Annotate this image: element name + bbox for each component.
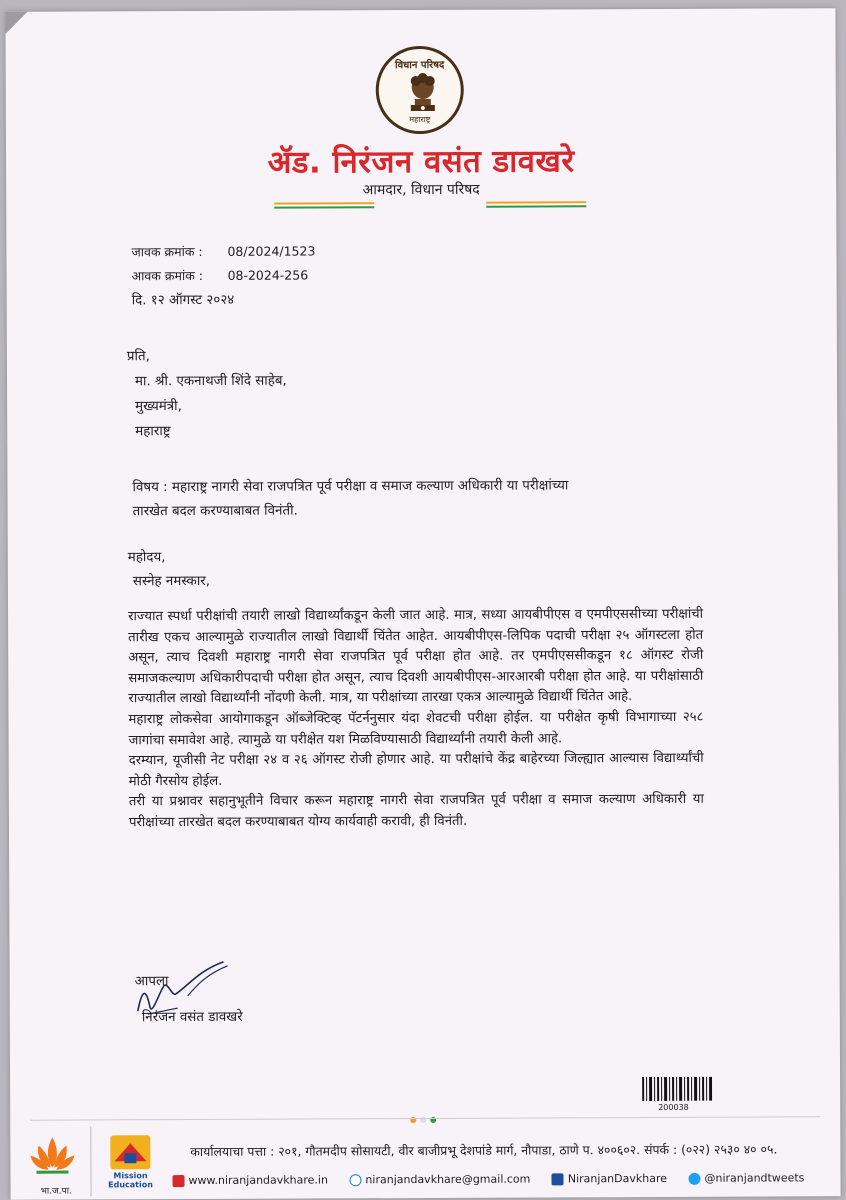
website-link[interactable] bbox=[172, 1173, 327, 1187]
closing-yours: आपला bbox=[134, 974, 169, 990]
email-link[interactable] bbox=[349, 1172, 530, 1186]
barcode-number: 200038 bbox=[658, 1102, 689, 1112]
tricolor-line-right bbox=[486, 201, 586, 207]
email-text: niranjandavkhare@gmail.com bbox=[365, 1172, 531, 1186]
body-paragraph-3: दरम्यान, यूजीसी नेट परीक्षा २४ व २६ ऑगस्ट रोजी होणार आहे. या परीक्षांचे केंद्र बाहेरच्या जिल्ह्यात आल्यास विद्यार्थ्यांची मोठी गैरसोय होईल. bbox=[128, 750, 704, 790]
bjp-short-name: भा.ज.पा. bbox=[40, 1186, 72, 1197]
recipient-state: महाराष्ट्र bbox=[135, 424, 171, 440]
outgoing-number-label: जावक क्रमांक : bbox=[131, 243, 203, 260]
letter-body bbox=[128, 605, 704, 834]
facebook-text: NiranjanDavkhare bbox=[567, 1171, 668, 1185]
recipient-to: प्रति, bbox=[126, 349, 150, 365]
ashoka-emblem-icon bbox=[403, 69, 443, 115]
barcode-icon bbox=[642, 1077, 712, 1101]
outgoing-number-row bbox=[131, 242, 315, 260]
outgoing-number-value: 08/2024/1523 bbox=[227, 243, 316, 259]
body-paragraph-1: राज्यात स्पर्धा परीक्षांची तयारी लाखो विद्यार्थ्यांकडून केली जात आहे. मात्र, सध्या आयबीपीएस व एमपीएससीच्या परीक्षांची तारीख एकच आल्यामुळे राज्यातील लाखो विद्यार्थी चिंतेत आहेत. आयबीपीएस-लिपिक पदाची परीक्षा २५ ऑगस्टला होत असून, त्याच दिवशी महाराष्ट्र नागरी सेवा राजपत्रित पूर्व परीक्षा होत आहे. तर एमपीएससीकडून १८ ऑगस्ट रोजी समाजकल्याण अधिकारीपदाची परीक्षा होत असून, त्याच दिवशी आयबीपीएस-आरआरबी परीक्षा होत आहे. या परीक्षांसाठी राज्यातील लाखो विद्यार्थ्यांनी नोंदणी केली. मात्र, या परीक्षांच्या तारखा एकत्र आल्यामुळे विद्यार्थी चिंतेत आहे. bbox=[128, 606, 704, 707]
incoming-number-label: आवक क्रमांक : bbox=[131, 267, 204, 284]
footer-vertical-divider bbox=[90, 1126, 91, 1196]
subject-line-1: विषय : महाराष्ट्र नागरी सेवा राजपत्रित पूर्व परीक्षा व समाज कल्याण अधिकारी या परीक्षांच्या bbox=[132, 478, 569, 496]
web-icon bbox=[172, 1175, 184, 1187]
corner-shadow bbox=[5, 12, 27, 34]
letter-sheet bbox=[5, 8, 840, 1200]
mission-education-text: Mission Education bbox=[108, 1171, 153, 1190]
salutation-sir: महोदय, bbox=[127, 550, 166, 566]
body-paragraph-2: महाराष्ट्र लोकसेवा आयोगाकडून ऑब्जेक्टिव्ह पॅटर्ननुसार यंदा शेवटची परीक्षा होईल. या परीक्षेत कृषी विभागाच्या २५८ जागांचा समावेश आहे. त्यामुळे या परीक्षेत यश मिळविण्यासाठी विद्यार्थ्यांनी तयारी केली आहे. bbox=[128, 709, 704, 748]
office-address: कार्यालयाचा पत्ता : २०१, गौतमदीप सोसायटी, वीर बाजीप्रभू देशपांडे मार्ग, नौपाडा, ठाणे प. ४००६०२. संपर्क : (०२२) २५३० ४० ०५. bbox=[190, 1141, 778, 1160]
letterhead-name: ॲड. निरंजन वसंत डावखरे bbox=[267, 143, 575, 181]
signatory-name: निरंजन वसंत डावखरे bbox=[141, 1009, 243, 1026]
body-paragraph-4: तरी या प्रश्नावर सहानुभूतीने विचार करून महाराष्ट्र नागरी सेवा राजपत्रित पूर्व परीक्षा व समाज कल्याण अधिकारी या परीक्षांच्या तारखेत बदल करण्याबाबत योग्य कार्यवाही करावी, ही विनंती. bbox=[128, 792, 704, 831]
facebook-link[interactable] bbox=[552, 1171, 667, 1185]
bjp-lotus-logo-icon bbox=[28, 1134, 76, 1180]
legislative-council-seal bbox=[376, 46, 464, 134]
incoming-number-row bbox=[132, 266, 309, 284]
incoming-number-value: 08-2024-256 bbox=[227, 267, 309, 283]
twitter-icon bbox=[688, 1172, 700, 1184]
facebook-icon bbox=[552, 1173, 564, 1185]
letterhead-designation: आमदार, विधान परिषद bbox=[362, 181, 480, 199]
recipient-name: मा. श्री. एकनाथजी शिंदे साहेब, bbox=[134, 373, 287, 390]
twitter-link[interactable] bbox=[688, 1171, 804, 1185]
subject-line-2: तारखेत बदल करण्याबाबत विनंती. bbox=[132, 503, 298, 520]
seal-bottom-text: महाराष्ट्र bbox=[409, 114, 431, 125]
tricolor-line-left bbox=[274, 202, 374, 208]
twitter-text: @niranjandtweets bbox=[704, 1170, 805, 1185]
contact-links bbox=[172, 1170, 822, 1186]
salutation-greeting: सस्नेह नमस्कार, bbox=[132, 573, 211, 590]
seal-top-text: विधान परिषद bbox=[394, 59, 445, 72]
recipient-title: मुख्यमंत्री, bbox=[135, 399, 182, 415]
letter-date: दि. १२ ऑगस्ट २०२४ bbox=[131, 292, 235, 309]
email-icon bbox=[349, 1174, 361, 1186]
website-text: www.niranjandavkhare.in bbox=[188, 1172, 328, 1187]
